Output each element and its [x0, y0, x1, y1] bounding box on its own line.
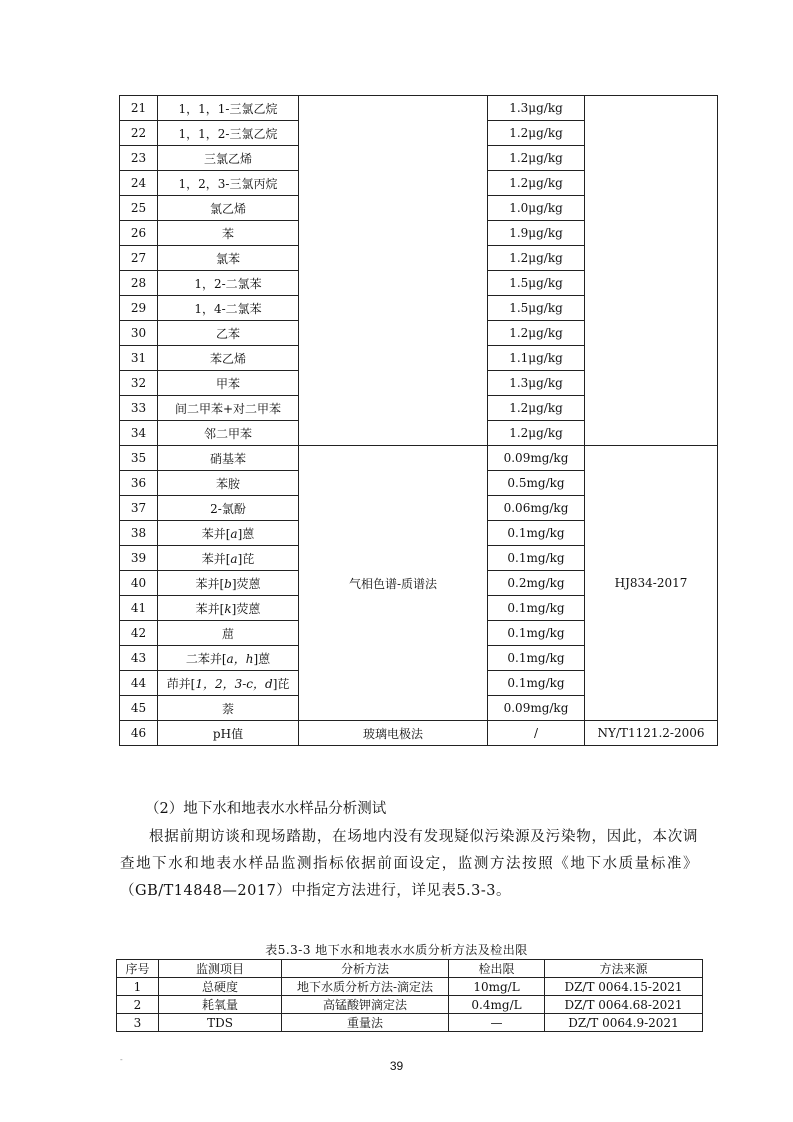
row-number-cell: 26 [120, 221, 158, 246]
row-number-cell: 32 [120, 371, 158, 396]
detection-limit-cell: 1.2μg/kg [488, 171, 585, 196]
header-cell: 监测项目 [159, 960, 282, 978]
detection-limit-cell: 0.09mg/kg [488, 696, 585, 721]
compound-name-cell: 1，2-二氯苯 [158, 271, 299, 296]
table-row [117, 978, 703, 996]
name-italic: k [224, 601, 232, 616]
row-number-cell: 41 [120, 596, 158, 621]
detection-limit-cell: 1.9μg/kg [488, 221, 585, 246]
table-cell: 重量法 [282, 1014, 449, 1032]
detection-limit-cell: 1.5μg/kg [488, 296, 585, 321]
compound-name-cell: 甲苯 [158, 371, 299, 396]
source-cell-blank [585, 96, 718, 446]
row-number-cell: 39 [120, 546, 158, 571]
detection-limit-cell: 0.1mg/kg [488, 521, 585, 546]
table-cell: DZ/T 0064.15-2021 [545, 978, 703, 996]
table-row [117, 996, 703, 1014]
compound-name-cell: 氯苯 [158, 246, 299, 271]
name-italic: a [230, 551, 238, 566]
name-suffix: ]荧蒽 [231, 576, 261, 591]
compound-name-cell: 邻二甲苯 [158, 421, 299, 446]
detection-limit-cell: 0.1mg/kg [488, 671, 585, 696]
row-number-cell: 28 [120, 271, 158, 296]
table-cell: 1 [117, 978, 159, 996]
row-number-cell: 46 [120, 721, 158, 746]
detection-limits-table-body [120, 96, 718, 746]
row-number-cell: 45 [120, 696, 158, 721]
method-cell: 玻璃电极法 [299, 721, 488, 746]
method-cell-blank [299, 96, 488, 446]
section-heading: （2）地下水和地表水水样品分析测试 [145, 801, 387, 817]
detection-limit-cell: 0.1mg/kg [488, 596, 585, 621]
table-cell: DZ/T 0064.68-2021 [545, 996, 703, 1014]
detection-limit-cell: 0.09mg/kg [488, 446, 585, 471]
detection-limit-cell: 1.3μg/kg [488, 371, 585, 396]
name-suffix: ]荧蒽 [231, 601, 261, 616]
row-number-cell: 22 [120, 121, 158, 146]
detection-limit-cell: 1.1μg/kg [488, 346, 585, 371]
detection-limit-cell: 0.06mg/kg [488, 496, 585, 521]
header-cell: 检出限 [449, 960, 545, 978]
page-number: 39 [389, 1059, 404, 1073]
row-number-cell: 40 [120, 571, 158, 596]
row-number-cell: 42 [120, 621, 158, 646]
row-number-cell: 23 [120, 146, 158, 171]
table-caption: 表5.3-3 地下水和地表水水质分析方法及检出限 [265, 943, 528, 957]
detection-limit-cell: 1.3μg/kg [488, 96, 585, 121]
compound-name-cell: 萘 [158, 696, 299, 721]
name-suffix: ]芘 [272, 676, 290, 691]
compound-name-cell: 硝基苯 [158, 446, 299, 471]
row-number-cell: 36 [120, 471, 158, 496]
name-prefix: 苯并[ [195, 601, 225, 616]
compound-name-cell [158, 596, 299, 621]
compound-name-cell: 乙苯 [158, 321, 299, 346]
table-cell: DZ/T 0064.9-2021 [545, 1014, 703, 1032]
name-prefix: 茚并[ [166, 676, 196, 691]
table-cell: — [449, 1014, 545, 1032]
table-cell: 0.4mg/L [449, 996, 545, 1014]
compound-name-cell [158, 546, 299, 571]
row-number-cell: 25 [120, 196, 158, 221]
compound-name-cell: 1，4-二氯苯 [158, 296, 299, 321]
row-number-cell: 43 [120, 646, 158, 671]
table-cell: 3 [117, 1014, 159, 1032]
compound-name-cell: 苯 [158, 221, 299, 246]
source-cell: HJ834-2017 [585, 446, 718, 721]
compound-name-cell: 1，1，1-三氯乙烷 [158, 96, 299, 121]
name-prefix: 苯并[ [195, 576, 225, 591]
compound-name-cell [158, 571, 299, 596]
detection-limit-cell: 0.1mg/kg [488, 621, 585, 646]
name-suffix: ]芘 [237, 551, 255, 566]
table-cell: 耗氧量 [159, 996, 282, 1014]
detection-limit-cell: 1.5μg/kg [488, 271, 585, 296]
compound-name-cell: 2-氯酚 [158, 496, 299, 521]
row-number-cell: 24 [120, 171, 158, 196]
compound-name-cell: 苯胺 [158, 471, 299, 496]
compound-name-cell: 䓛 [158, 621, 299, 646]
name-prefix: 苯并[ [201, 551, 231, 566]
compound-name-cell: 氯乙烯 [158, 196, 299, 221]
name-italic: a [230, 526, 238, 541]
detection-limit-cell: 0.1mg/kg [488, 546, 585, 571]
compound-name-cell [158, 646, 299, 671]
row-number-cell: 30 [120, 321, 158, 346]
detection-limit-cell: 1.0μg/kg [488, 196, 585, 221]
method-cell: 气相色谱-质谱法 [299, 446, 488, 721]
row-number-cell: 38 [120, 521, 158, 546]
name-italic: a，h [226, 651, 254, 666]
header-cell: 分析方法 [282, 960, 449, 978]
table-cell: 10mg/L [449, 978, 545, 996]
table-row [117, 1014, 703, 1032]
compound-name-cell: 1，2，3-三氯丙烷 [158, 171, 299, 196]
row-number-cell: 27 [120, 246, 158, 271]
detection-limit-cell: 1.2μg/kg [488, 146, 585, 171]
compound-name-cell: 1，1，2-三氯乙烷 [158, 121, 299, 146]
header-cell: 序号 [117, 960, 159, 978]
compound-name-cell: 三氯乙烯 [158, 146, 299, 171]
header-cell: 方法来源 [545, 960, 703, 978]
row-number-cell: 35 [120, 446, 158, 471]
table-row [120, 96, 718, 121]
row-number-cell: 31 [120, 346, 158, 371]
detection-limit-cell: 1.2μg/kg [488, 321, 585, 346]
table-cell: TDS [159, 1014, 282, 1032]
row-number-cell: 34 [120, 421, 158, 446]
detection-limit-cell: 1.2μg/kg [488, 396, 585, 421]
table-row [120, 721, 718, 746]
detection-limit-cell: / [488, 721, 585, 746]
table-cell: 地下水质分析方法-滴定法 [282, 978, 449, 996]
name-prefix: 二苯并[ [185, 651, 227, 666]
row-number-cell: 29 [120, 296, 158, 321]
table-cell: 高锰酸钾滴定法 [282, 996, 449, 1014]
footer-mark: - [120, 1055, 123, 1064]
table-cell: 总硬度 [159, 978, 282, 996]
compound-name-cell [158, 671, 299, 696]
detection-limit-cell: 1.2μg/kg [488, 421, 585, 446]
name-suffix: ]蒽 [237, 526, 255, 541]
row-number-cell: 44 [120, 671, 158, 696]
source-cell: NY/T1121.2-2006 [585, 721, 718, 746]
detection-limit-cell: 1.2μg/kg [488, 246, 585, 271]
row-number-cell: 37 [120, 496, 158, 521]
section-paragraph: 根据前期访谈和现场踏勘，在场地内没有发现疑似污染源及污染物，因此，本次调查地下水和地表水样品监测指标依据前面设定，监测方法按照《地下水质量标准》（GB/T14848—2017）中指定方法进行，详见表5.3-3。 [120, 829, 698, 899]
compound-name-cell: 间二甲苯+对二甲苯 [158, 396, 299, 421]
name-suffix: ]蒽 [253, 651, 271, 666]
table-row [120, 446, 718, 471]
compound-name-cell: 苯乙烯 [158, 346, 299, 371]
water-analysis-table [116, 959, 703, 1032]
detection-limit-cell: 0.5mg/kg [488, 471, 585, 496]
row-number-cell: 21 [120, 96, 158, 121]
compound-name-cell [158, 521, 299, 546]
detection-limit-cell: 0.2mg/kg [488, 571, 585, 596]
compound-name-cell: pH值 [158, 721, 299, 746]
water-analysis-header-row [117, 960, 703, 978]
detection-limit-cell: 0.1mg/kg [488, 646, 585, 671]
detection-limits-table [119, 95, 718, 746]
detection-limit-cell: 1.2μg/kg [488, 121, 585, 146]
row-number-cell: 33 [120, 396, 158, 421]
name-prefix: 苯并[ [201, 526, 231, 541]
table-cell: 2 [117, 996, 159, 1014]
name-italic: b [224, 576, 232, 591]
name-italic: 1，2，3-c，d [195, 676, 273, 691]
